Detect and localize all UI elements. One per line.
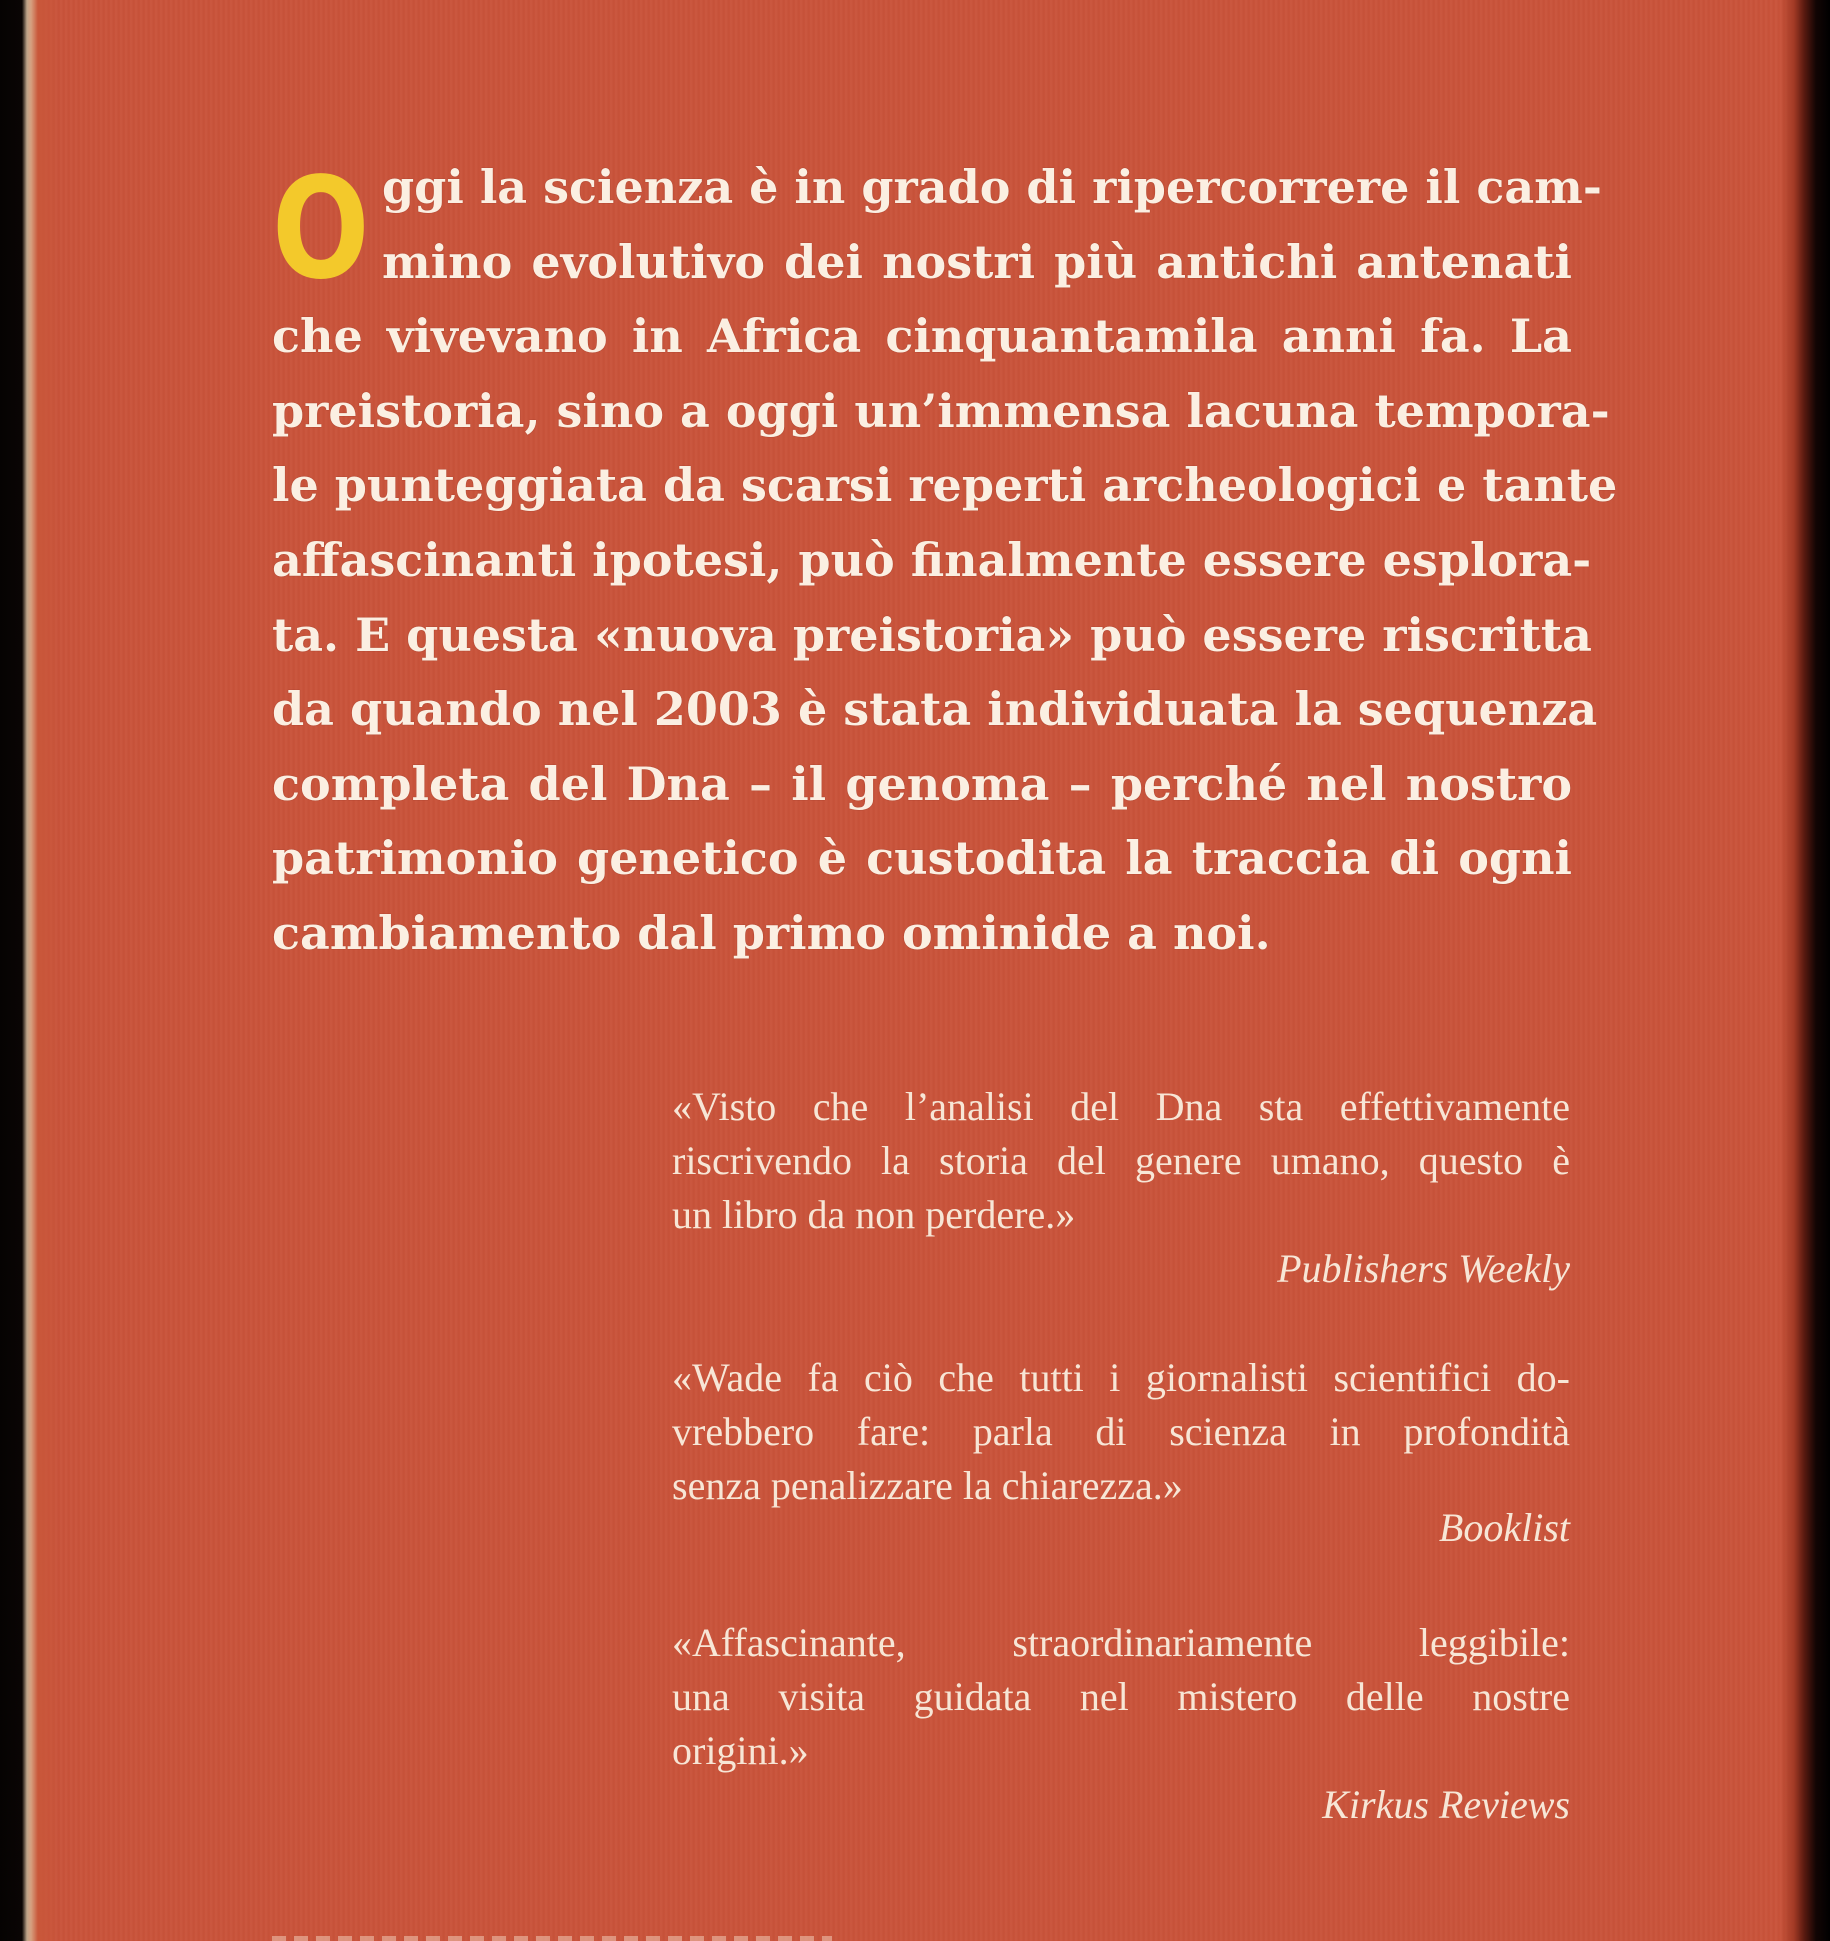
- blurb-line: che vivevano in Africa cinquantamila anni fa. La: [272, 309, 1572, 364]
- quote-line: una visita guidata nel mistero delle nostre: [672, 1674, 1570, 1719]
- blurb-line: patrimonio genetico è custodita la traccia di ogni: [272, 831, 1572, 886]
- quote-source: Booklist: [1438, 1505, 1570, 1550]
- quote-line: un libro da non perdere.»: [672, 1192, 1076, 1237]
- review-quote-booklist: [672, 1351, 1570, 1555]
- quote-line: riscrivendo la storia del genere umano, questo è: [672, 1138, 1570, 1183]
- review-quote-kirkus: [672, 1616, 1570, 1832]
- blurb-line: mino evolutivo dei nostri più antichi antenati: [382, 234, 1572, 289]
- review-quote-publishers-weekly: [672, 1080, 1570, 1296]
- quote-source: Publishers Weekly: [1277, 1246, 1570, 1291]
- quote-line: «Visto che l’analisi del Dna sta effettivamente: [672, 1084, 1570, 1129]
- quote-line: senza penalizzare la chiarezza.»: [672, 1463, 1183, 1508]
- cropped-text-fragment: [272, 1930, 832, 1941]
- blurb-line: da quando nel 2003 è stata individuata la sequenza: [272, 682, 1598, 737]
- blurb-line: ta. E questa «nuova preistoria» può essere riscritta: [272, 607, 1592, 662]
- drop-cap-letter: O: [272, 148, 370, 311]
- quote-line: «Wade fa ciò che tutti i giornalisti scientifici do-: [672, 1355, 1570, 1400]
- blurb-line: completa del Dna – il genoma – perché nel nostro: [272, 756, 1572, 811]
- blurb-paragraph: [272, 150, 1618, 971]
- quote-line: «Affascinante, straordinariamente leggibile:: [672, 1620, 1570, 1665]
- blurb-line: preistoria, sino a oggi un’immensa lacuna tempora-: [272, 383, 1610, 438]
- blurb-line: le punteggiata da scarsi reperti archeologici e tante: [272, 458, 1618, 513]
- quote-line: origini.»: [672, 1728, 809, 1773]
- quote-source: Kirkus Reviews: [1322, 1782, 1570, 1827]
- blurb-line: affascinanti ipotesi, può finalmente essere esplora-: [272, 532, 1592, 587]
- quote-line: vrebbero fare: parla di scienza in profondità: [672, 1409, 1570, 1454]
- blurb-line: cambiamento dal primo ominide a noi.: [272, 905, 1271, 960]
- blurb-line: ggi la scienza è in grado di ripercorrere il cam-: [382, 160, 1602, 214]
